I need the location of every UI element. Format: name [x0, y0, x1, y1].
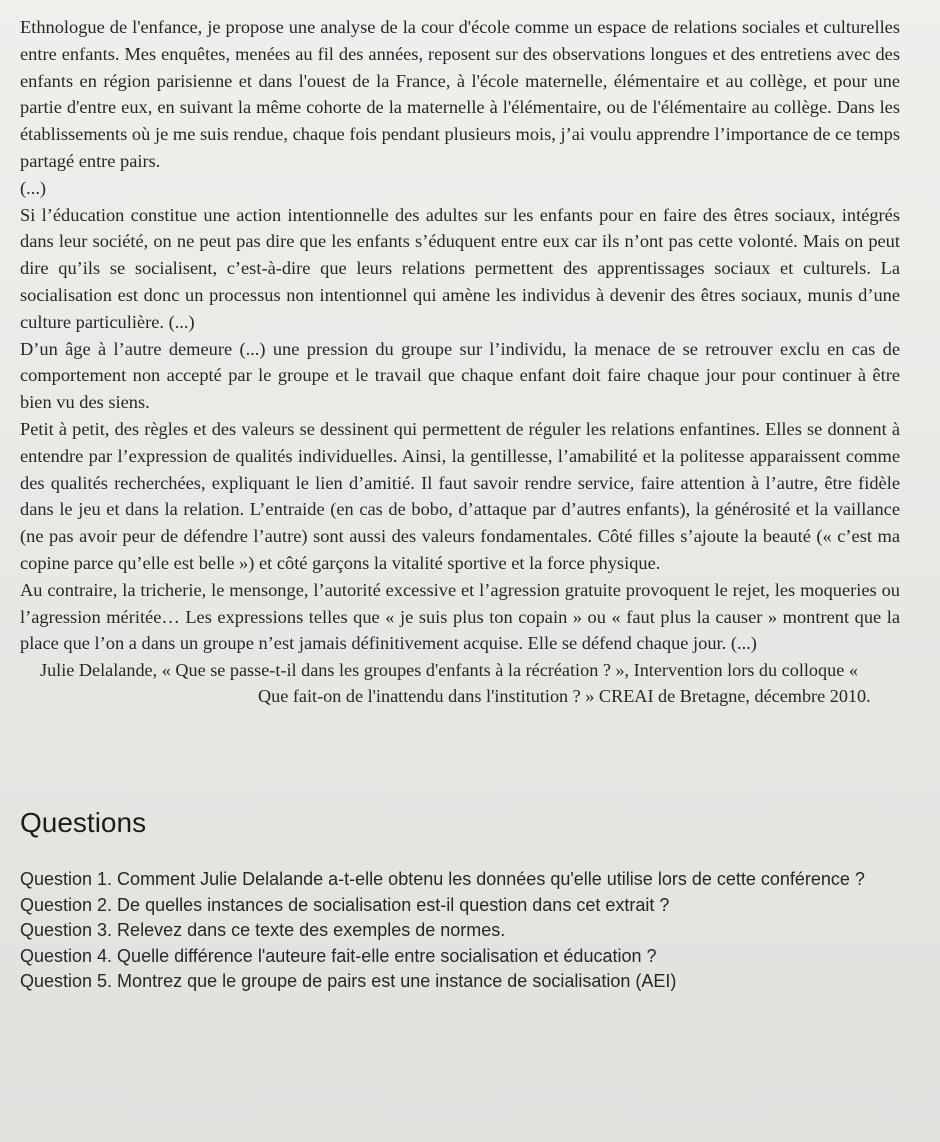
citation-line-2: Que fait-on de l'inattendu dans l'institution ? » CREAI de Bretagne, décembre 2010.: [258, 686, 871, 707]
question-item: Question 4. Quelle différence l'auteure fait-elle entre socialisation et éducation ?: [20, 945, 657, 966]
source-citation: [20, 657, 900, 709]
paragraph-values: Petit à petit, des règles et des valeurs se dessinent qui permettent de réguler les relations enfantines. Elles se donnent à entendre par l’expression de qualités individuelles. Ainsi, la gentillesse, l’amabilité et la politesse apparaissent comme des qualités recherchées, expliquant le lien d’amitié. Il faut savoir rendre service, faire attention à l’autre, être fidèle dans le jeu et dans la relation. L’entraide (en cas de bobo, d’attaque par d’autres enfants), la générosité et la vaillance (ne pas avoir peur de défendre l’autre) sont aussi des valeurs fondamentales. Côté filles s’ajoute la beauté (« c’est ma copine parce qu’elle est belle ») et côté garçons la vitalité sportive et la force physique.: [20, 418, 900, 573]
question-item: Question 2. De quelles instances de socialisation est-il question dans cet extrait ?: [20, 894, 670, 915]
paragraph-group-pressure: D’un âge à l’autre demeure (...) une pression du groupe sur l’individu, la menace de se retrouver exclu en cas de comportement non accepté par le groupe et le travail que chaque enfant doit faire chaque jour pour continuer à être bien vu des siens.: [20, 338, 900, 413]
paragraph-education: Si l’éducation constitue une action intentionnelle des adultes sur les enfants pour en faire des êtres sociaux, intégrés dans leur société, on ne peut pas dire que les enfants s’éduquent entre eux car ils n’ont pas cette volonté. Mais on peut dire qu’ils se socialisent, c’est-à-dire que leurs relations permettent des apprentissages sociaux et culturels. La socialisation est donc un processus non intentionnel qui amène les individus à devenir des êtres sociaux, munis d’une culture particulière. (...): [20, 204, 900, 332]
questions-list: [20, 867, 900, 995]
citation-line-1: Julie Delalande, « Que se passe-t-il dans les groupes d'enfants à la récréation ? », Intervention lors du colloque «: [40, 660, 858, 681]
question-item: Question 1. Comment Julie Delalande a-t-elle obtenu les données qu'elle utilise lors de cette conférence ?: [20, 869, 865, 890]
paragraph-intro: Ethnologue de l'enfance, je propose une analyse de la cour d'école comme un espace de relations sociales et culturelles entre enfants. Mes enquêtes, menées au fil des années, reposent sur des observations longues et des entretiens avec des enfants en région parisienne et dans l'ouest de la France, à l'école maternelle, élémentaire et au collège, et pour une partie d'entre eux, en suivant la même cohorte de la maternelle à l'élémentaire, ou de l'élémentaire au collège. Dans les établissements où je me suis rendue, chaque fois pendant plusieurs mois, j’ai voulu apprendre l’importance de ce temps partagé entre pairs.: [20, 17, 900, 171]
excerpt-text: [20, 14, 900, 657]
questions-heading: Questions: [20, 807, 147, 839]
paragraph-rejection: Au contraire, la tricherie, le mensonge, l’autorité excessive et l’agression gratuite provoquent le rejet, les moqueries ou l’agression méritée… Les expressions telles que « je suis plus ton copain » ou « faut plus la causer » montrent que la place que l’on a dans un groupe n’est jamais définitivement acquise. Elle se défend chaque jour. (...): [20, 579, 900, 654]
question-item: Question 5. Montrez que le groupe de pairs est une instance de socialisation (AEI): [20, 971, 677, 992]
ellipsis-marker: (...): [20, 177, 47, 198]
question-item: Question 3. Relevez dans ce texte des exemples de normes.: [20, 920, 506, 941]
